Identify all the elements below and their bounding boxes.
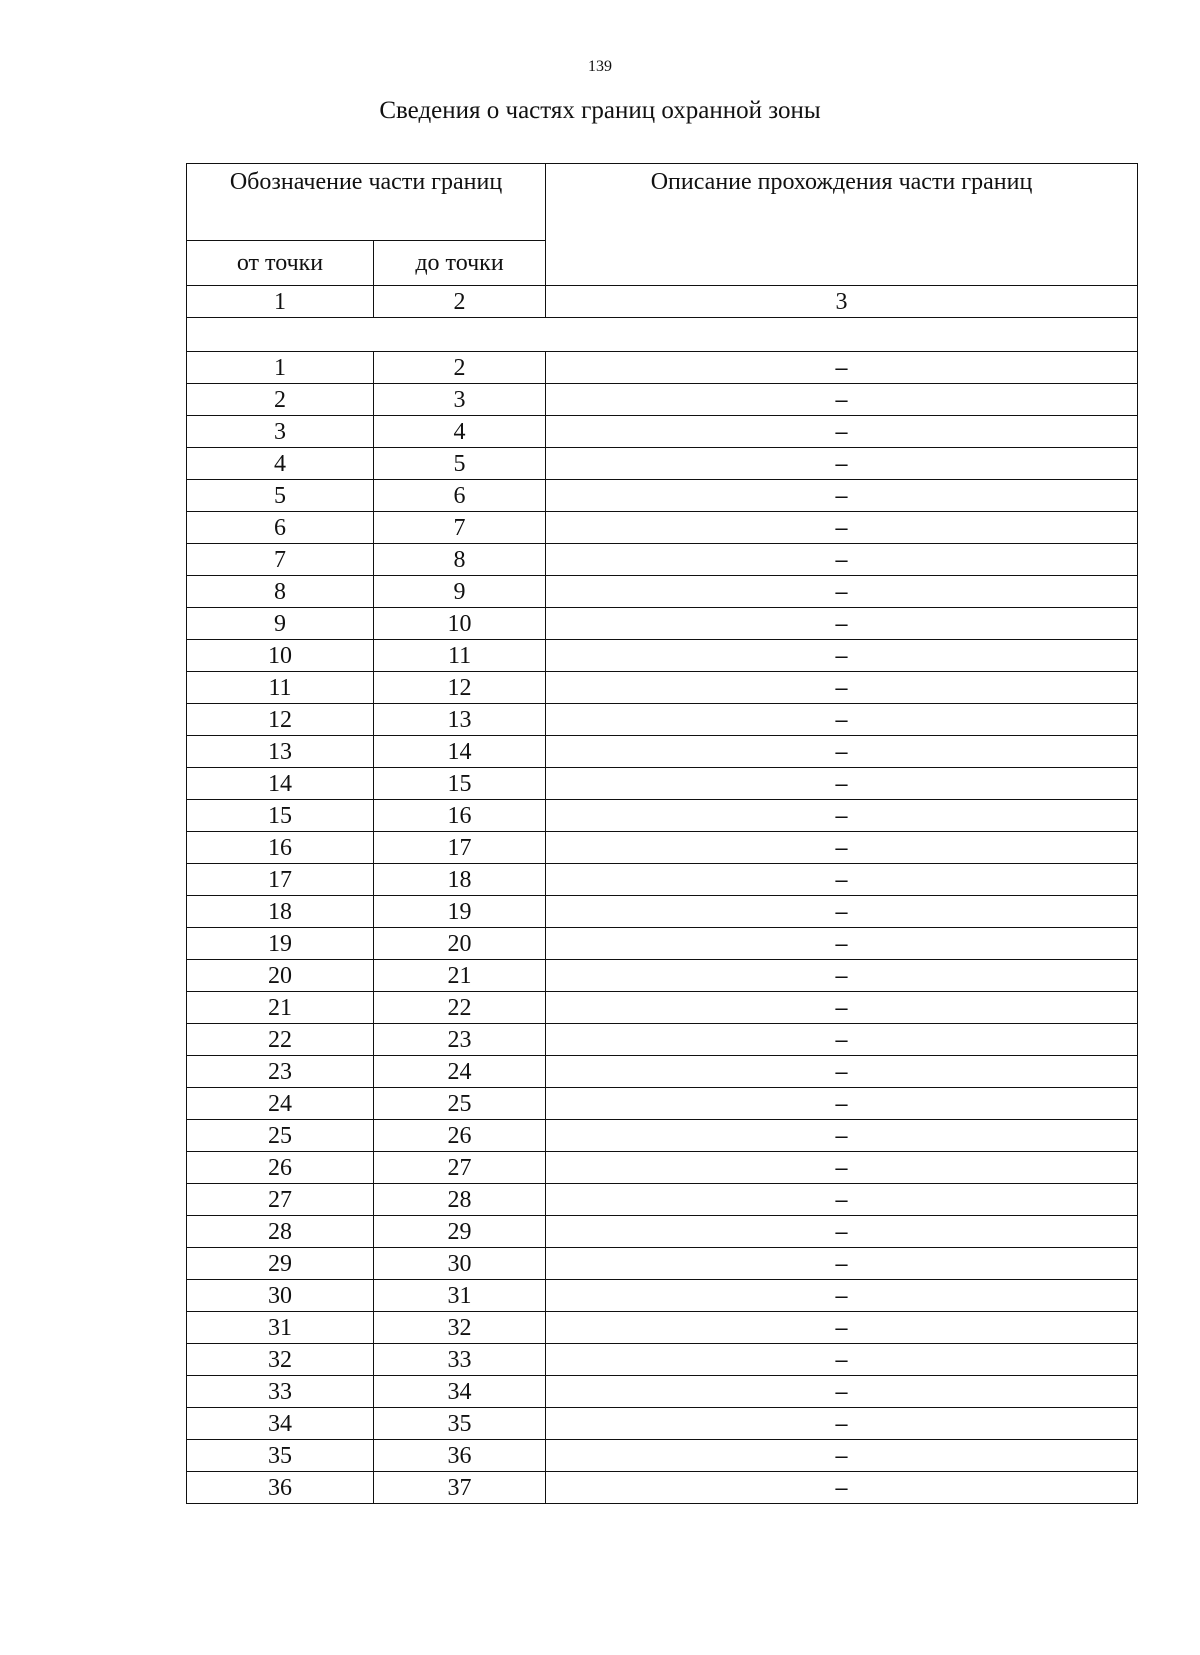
table-row [187, 1248, 1138, 1280]
table-row [187, 1088, 1138, 1120]
from-point-cell: 33 [187, 1376, 374, 1408]
to-point-cell: 9 [374, 576, 546, 608]
from-point-cell: 18 [187, 896, 374, 928]
from-point-cell: 22 [187, 1024, 374, 1056]
page-number: 139 [588, 58, 612, 75]
to-point-cell: 13 [374, 704, 546, 736]
header-boundary-designation: Обозначение части границ [187, 164, 546, 241]
to-point-cell: 7 [374, 512, 546, 544]
description-cell: – [546, 1184, 1138, 1216]
table-row [187, 864, 1138, 896]
from-point-cell: 2 [187, 384, 374, 416]
table-row [187, 1216, 1138, 1248]
from-point-cell: 12 [187, 704, 374, 736]
description-cell: – [546, 672, 1138, 704]
table-row [187, 832, 1138, 864]
empty-section-cell [187, 318, 1138, 352]
to-point-cell: 29 [374, 1216, 546, 1248]
header-boundary-description: Описание прохождения части границ [546, 164, 1138, 286]
description-cell: – [546, 736, 1138, 768]
to-point-cell: 18 [374, 864, 546, 896]
from-point-cell: 26 [187, 1152, 374, 1184]
to-point-cell: 25 [374, 1088, 546, 1120]
description-cell: – [546, 352, 1138, 384]
to-point-cell: 37 [374, 1472, 546, 1504]
to-point-cell: 35 [374, 1408, 546, 1440]
column-number-1: 1 [187, 286, 374, 318]
table-row [187, 608, 1138, 640]
to-point-cell: 12 [374, 672, 546, 704]
to-point-cell: 22 [374, 992, 546, 1024]
table-row [187, 448, 1138, 480]
description-cell: – [546, 416, 1138, 448]
table-row [187, 1280, 1138, 1312]
description-cell: – [546, 1248, 1138, 1280]
from-point-cell: 24 [187, 1088, 374, 1120]
to-point-cell: 3 [374, 384, 546, 416]
from-point-cell: 31 [187, 1312, 374, 1344]
from-point-cell: 13 [187, 736, 374, 768]
header-to-point: до точки [374, 241, 546, 286]
to-point-cell: 31 [374, 1280, 546, 1312]
description-cell: – [546, 640, 1138, 672]
description-cell: – [546, 1216, 1138, 1248]
table-row [187, 480, 1138, 512]
column-number-3: 3 [546, 286, 1138, 318]
from-point-cell: 30 [187, 1280, 374, 1312]
from-point-cell: 25 [187, 1120, 374, 1152]
from-point-cell: 6 [187, 512, 374, 544]
table-row [187, 1440, 1138, 1472]
description-cell: – [546, 1440, 1138, 1472]
to-point-cell: 34 [374, 1376, 546, 1408]
table-row [187, 512, 1138, 544]
to-point-cell: 28 [374, 1184, 546, 1216]
description-cell: – [546, 544, 1138, 576]
table-row [187, 1152, 1138, 1184]
description-cell: – [546, 608, 1138, 640]
from-point-cell: 35 [187, 1440, 374, 1472]
description-cell: – [546, 1472, 1138, 1504]
table-row [187, 960, 1138, 992]
table-row [187, 1056, 1138, 1088]
header-from-point: от точки [187, 241, 374, 286]
description-cell: – [546, 1024, 1138, 1056]
to-point-cell: 10 [374, 608, 546, 640]
to-point-cell: 27 [374, 1152, 546, 1184]
table-row [187, 896, 1138, 928]
to-point-cell: 20 [374, 928, 546, 960]
description-cell: – [546, 864, 1138, 896]
from-point-cell: 3 [187, 416, 374, 448]
to-point-cell: 30 [374, 1248, 546, 1280]
to-point-cell: 8 [374, 544, 546, 576]
table-row [187, 1408, 1138, 1440]
description-cell: – [546, 768, 1138, 800]
table-row [187, 640, 1138, 672]
from-point-cell: 4 [187, 448, 374, 480]
description-cell: – [546, 896, 1138, 928]
to-point-cell: 32 [374, 1312, 546, 1344]
table-row [187, 1376, 1138, 1408]
from-point-cell: 16 [187, 832, 374, 864]
to-point-cell: 19 [374, 896, 546, 928]
description-cell: – [546, 480, 1138, 512]
from-point-cell: 14 [187, 768, 374, 800]
from-point-cell: 5 [187, 480, 374, 512]
empty-section-row [187, 318, 1138, 352]
from-point-cell: 15 [187, 800, 374, 832]
from-point-cell: 8 [187, 576, 374, 608]
from-point-cell: 34 [187, 1408, 374, 1440]
description-cell: – [546, 960, 1138, 992]
to-point-cell: 11 [374, 640, 546, 672]
description-cell: – [546, 1376, 1138, 1408]
to-point-cell: 23 [374, 1024, 546, 1056]
from-point-cell: 9 [187, 608, 374, 640]
table-row [187, 704, 1138, 736]
description-cell: – [546, 1120, 1138, 1152]
from-point-cell: 20 [187, 960, 374, 992]
table-row [187, 1184, 1138, 1216]
table-row [187, 1344, 1138, 1376]
from-point-cell: 1 [187, 352, 374, 384]
description-cell: – [546, 448, 1138, 480]
column-numbers-row [187, 286, 1138, 318]
column-number-2: 2 [374, 286, 546, 318]
from-point-cell: 29 [187, 1248, 374, 1280]
description-cell: – [546, 704, 1138, 736]
from-point-cell: 28 [187, 1216, 374, 1248]
page-title: Сведения о частях границ охранной зоны [379, 97, 821, 124]
description-cell: – [546, 1280, 1138, 1312]
table-row [187, 544, 1138, 576]
table-row [187, 672, 1138, 704]
table-row [187, 992, 1138, 1024]
to-point-cell: 26 [374, 1120, 546, 1152]
description-cell: – [546, 384, 1138, 416]
from-point-cell: 11 [187, 672, 374, 704]
to-point-cell: 17 [374, 832, 546, 864]
to-point-cell: 33 [374, 1344, 546, 1376]
description-cell: – [546, 1152, 1138, 1184]
description-cell: – [546, 1312, 1138, 1344]
from-point-cell: 36 [187, 1472, 374, 1504]
table-row [187, 1024, 1138, 1056]
to-point-cell: 6 [374, 480, 546, 512]
from-point-cell: 23 [187, 1056, 374, 1088]
table-row [187, 384, 1138, 416]
table-row [187, 1472, 1138, 1504]
description-cell: – [546, 1344, 1138, 1376]
table-row [187, 1312, 1138, 1344]
description-cell: – [546, 832, 1138, 864]
table-row [187, 736, 1138, 768]
table-row [187, 928, 1138, 960]
description-cell: – [546, 800, 1138, 832]
description-cell: – [546, 1408, 1138, 1440]
to-point-cell: 2 [374, 352, 546, 384]
description-cell: – [546, 928, 1138, 960]
to-point-cell: 36 [374, 1440, 546, 1472]
from-point-cell: 32 [187, 1344, 374, 1376]
to-point-cell: 24 [374, 1056, 546, 1088]
table-header [187, 164, 1138, 352]
table-row [187, 576, 1138, 608]
description-cell: – [546, 992, 1138, 1024]
to-point-cell: 5 [374, 448, 546, 480]
description-cell: – [546, 1088, 1138, 1120]
table-row [187, 800, 1138, 832]
from-point-cell: 19 [187, 928, 374, 960]
from-point-cell: 7 [187, 544, 374, 576]
to-point-cell: 15 [374, 768, 546, 800]
from-point-cell: 21 [187, 992, 374, 1024]
table-row [187, 1120, 1138, 1152]
description-cell: – [546, 512, 1138, 544]
from-point-cell: 17 [187, 864, 374, 896]
table-body [187, 352, 1138, 1504]
from-point-cell: 10 [187, 640, 374, 672]
description-cell: – [546, 576, 1138, 608]
table-row [187, 352, 1138, 384]
boundary-parts-table [186, 163, 1138, 1504]
table-row [187, 416, 1138, 448]
to-point-cell: 14 [374, 736, 546, 768]
to-point-cell: 21 [374, 960, 546, 992]
description-cell: – [546, 1056, 1138, 1088]
table-row [187, 768, 1138, 800]
to-point-cell: 16 [374, 800, 546, 832]
from-point-cell: 27 [187, 1184, 374, 1216]
to-point-cell: 4 [374, 416, 546, 448]
